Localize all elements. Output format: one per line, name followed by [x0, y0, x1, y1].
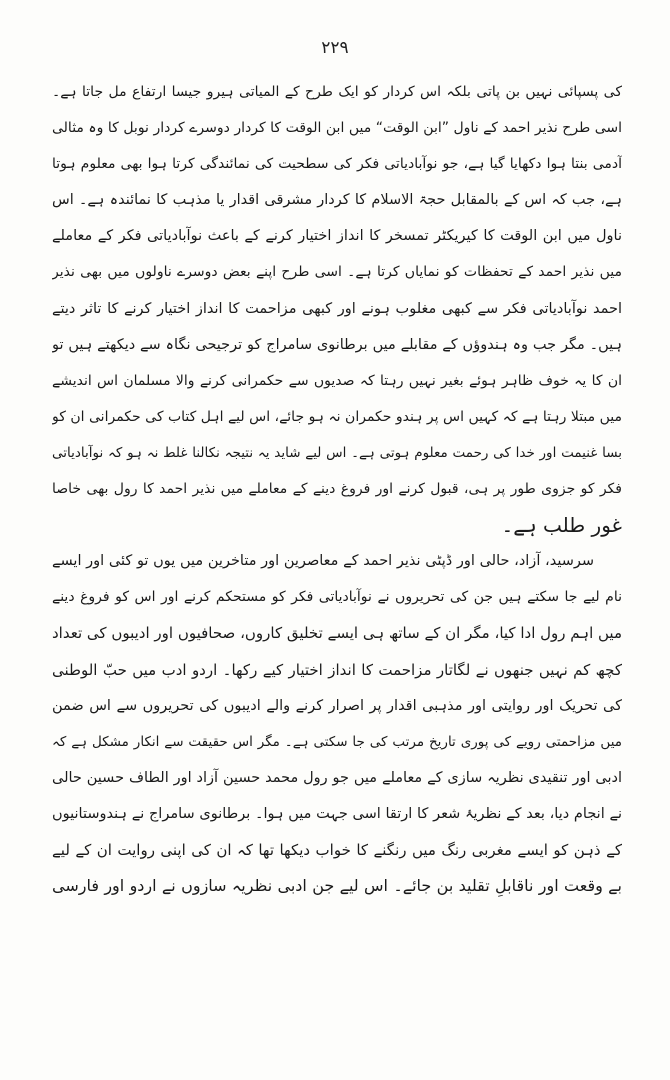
text-line: ہیں۔ مگر جب وہ ہندوؤں کے مقابلے میں برطانوی سامراج کو ترجیحی نگاہ سے دیکھتے ہیں تو — [52, 336, 622, 353]
text-line: اسی طرح نذیر احمد کے ناول ”ابن الوقت“ میں ابن الوقت کا کردار دوسرے کردار نوبل کا وہ مثالی — [52, 120, 622, 137]
text-line: ہے، جب کہ اس کے بالمقابل حجۃ الاسلام کا کردار مشرقی اقدار یا مذہب کا نمائندہ ہے۔ اس — [52, 192, 622, 209]
text-line: کی تحریک اور روایتی اور مذہبی اقدار پر اصرار کرنے والے ادیبوں کی تحریروں سے اس ضمن — [52, 697, 622, 714]
text-line: ادبی اور تنقیدی نظریہ سازی کے معاملے میں جو رول محمد حسین آزاد اور الطاف حسین حالی — [52, 769, 622, 786]
text-line: بے وقعت اور ناقابلِ تقلید بن جائے۔ اس لیے جن ادبی نظریہ سازوں نے اردو اور فارسی — [52, 876, 622, 896]
text-line: میں اہم رول ادا کیا، مگر ان کے ساتھ ہی ایسے تخلیق کاروں، صحافیوں اور ادیبوں کی تعداد — [52, 624, 622, 643]
text-line: آدمی بنتا ہوا دکھایا گیا ہے، جو نوآبادیاتی فکر کی سطحیت کی نمائندگی کرتا ہوا بھی معلوم ہوتا — [52, 156, 622, 173]
text-line: میں مزاحمتی رویے کی پوری تاریخ مرتب کی جا سکتی ہے۔ مگر اس حقیقت سے انکار مشکل ہے کہ — [52, 733, 622, 750]
paragraph-1 — [52, 74, 622, 543]
text-line: میں نذیر احمد کے تحفظات کو نمایاں کرتا ہے۔ اسی طرح اپنے بعض دوسرے ناولوں میں بھی نذیر — [52, 264, 622, 281]
text-line: احمد نوآبادیاتی فکر سے کبھی مغلوب ہونے اور کبھی مزاحمت کا انداز اختیار کرنے کا تاثر دیتے — [52, 300, 622, 317]
text-line: غور طلب ہے۔ — [501, 513, 622, 538]
text-line: نے انجام دیا، بعد کے نظریۂ شعر کا ارتقا اسی جہت میں ہوا۔ برطانوی سامراج نے ہندوستانیوں — [52, 805, 622, 822]
text-body — [52, 74, 622, 904]
text-line: نام لیے جا سکتے ہیں جن کی تحریروں نے نوآبادیاتی فکر کو مستحکم کرنے اور اس کو فروغ دینے — [52, 589, 622, 606]
paragraph-2 — [52, 543, 622, 904]
text-line: ناول میں ابن الوقت کا کیریکٹر تمسخر کا انداز اختیار کرنے کے باعث نوآبادیاتی فکر کے معاملے — [52, 228, 622, 245]
text-line: کی پسپائی نہیں بن پاتی بلکہ اس کردار کو ایک طرح کے المیاتی ہیرو جیسا ارتفاع مل جاتا ہے۔ — [52, 84, 622, 100]
page-number: ۲۲۹ — [321, 38, 349, 58]
text-line: سرسید، آزاد، حالی اور ڈپٹی نذیر احمد کے معاصرین اور متاخرین میں یوں تو کئی اور ایسے — [52, 553, 594, 570]
text-line: بسا غنیمت اور خدا کی رحمت معلوم ہوتی ہے۔ اس لیے شاید یہ نتیجہ نکالنا غلط نہ ہو کہ نوآبادیاتی — [52, 444, 622, 461]
text-line: کچھ کم نہیں جنھوں نے لگاتار مزاحمت کا انداز اختیار کیے رکھا۔ اردو ادب میں حبّ الوطنی — [52, 660, 622, 679]
text-line: ان کا یہ خوف ظاہر ہوئے بغیر نہیں رہتا کہ صدیوں سے حکمرانی کرنے والا مسلمان اس اندیشے — [52, 372, 622, 389]
text-line: کے ذہن کو ایسے مغربی رنگ میں رنگنے کا خواب دیکھا تھا کہ ان کی اپنی روایت ان کے لیے — [52, 840, 622, 859]
text-line: میں مبتلا رہتا ہے کہ کہیں اس پر ہندو حکمران نہ ہو جائے، اس لیے اہل کتاب کی حکمرانی ان کو — [52, 408, 622, 425]
text-line: فکر کو جزوی طور پر ہی، قبول کرنے اور فروغ دینے کے معاملے میں نذیر احمد کا رول بھی خاصا — [52, 481, 622, 498]
